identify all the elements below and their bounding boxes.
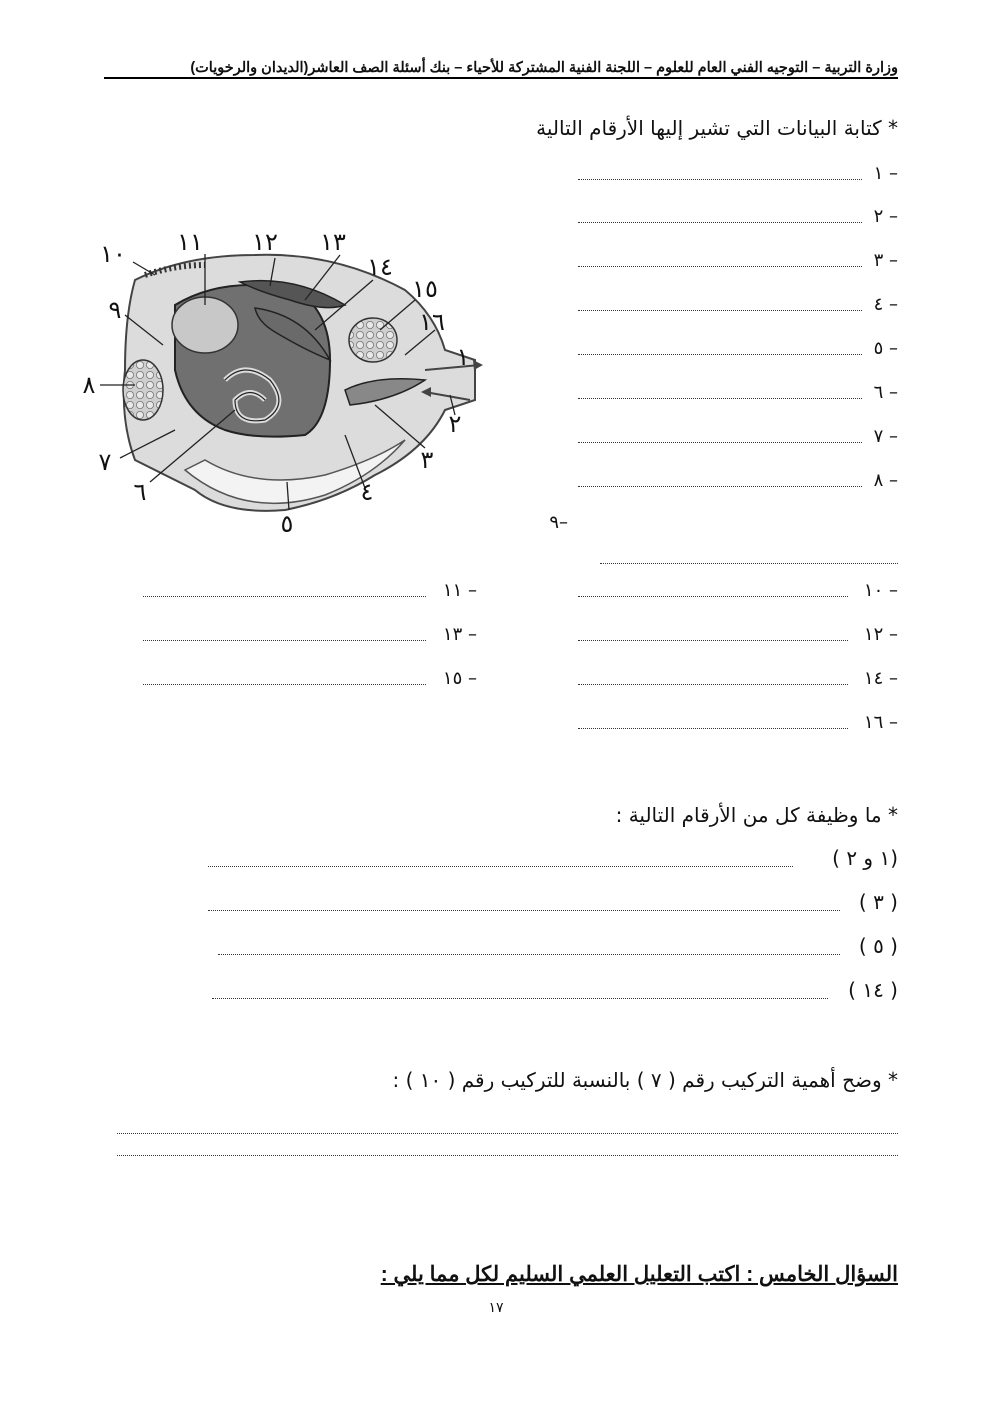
diagram-label-10: ١٠ [100, 240, 126, 268]
function-item-answer-line-2[interactable] [218, 954, 840, 955]
item-2-number: ٢ – [873, 206, 898, 227]
function-item-label-3: ( ١٤ ) [848, 978, 898, 1002]
diagram-label-9: ٩ [108, 296, 122, 324]
page-number: ١٧ [488, 1300, 504, 1316]
item-5-number: ٥ – [873, 338, 898, 359]
diagram-label-2: ٢ [448, 410, 462, 438]
diagram-label-15: ١٥ [412, 275, 438, 303]
importance-answer-line-2[interactable] [117, 1155, 898, 1156]
pair-right-answer-line-3[interactable] [578, 728, 848, 729]
item-1-number: ١ – [873, 163, 898, 184]
function-item-answer-line-3[interactable] [212, 998, 828, 999]
diagram-label-11: ١١ [177, 228, 203, 256]
item-3-answer-line[interactable] [578, 266, 862, 267]
item-6-number: ٦ – [873, 382, 898, 403]
diagram-label-6: ٦ [133, 478, 147, 506]
item-9-answer-line[interactable] [600, 563, 898, 564]
mussel-anatomy-diagram [75, 220, 505, 540]
pair-left-answer-line-2[interactable] [143, 684, 426, 685]
item-2-answer-line[interactable] [578, 222, 862, 223]
posterior-adductor [349, 318, 397, 362]
function-item-answer-line-0[interactable] [208, 866, 793, 867]
function-item-label-1: ( ٣ ) [858, 890, 898, 914]
item-9-number: ٩– [549, 512, 568, 533]
item-7-answer-line[interactable] [578, 442, 862, 443]
diagram-label-1: ١ [456, 343, 470, 371]
pair-right-answer-line-1[interactable] [578, 640, 848, 641]
item-1-answer-line[interactable] [578, 179, 862, 180]
function-item-label-0: (١ و ٢ ) [832, 846, 898, 870]
importance-question-title: * وضح أهمية التركيب رقم ( ٧ ) بالنسبة للتركيب رقم ( ١٠ ) : [392, 1068, 898, 1092]
pair-left-number-2: ١٥ – [442, 668, 477, 689]
diagram-label-7: ٧ [98, 448, 112, 476]
item-4-answer-line[interactable] [578, 310, 862, 311]
pair-right-number-1: ١٢ – [863, 624, 898, 645]
item-3-number: ٣ – [873, 250, 898, 271]
diagram-label-5: ٥ [280, 510, 294, 538]
pair-left-answer-line-0[interactable] [143, 596, 426, 597]
pair-right-number-2: ١٤ – [863, 668, 898, 689]
page-header: وزارة التربية – التوجيه الفني العام للعلوم – اللجنة الفنية المشتركة للأحياء – بنك أسئلة الصف العاشر(الديدان والرخويات) [104, 60, 898, 79]
section-5-title: السؤال الخامس : اكتب التعليل العلمي السليم لكل مما يلي : [380, 1263, 898, 1286]
item-8-answer-line[interactable] [578, 486, 862, 487]
diagram-label-14: ١٤ [367, 253, 393, 281]
diagram-label-3: ٣ [420, 446, 434, 474]
diagram-label-13: ١٣ [320, 228, 346, 256]
item-6-answer-line[interactable] [578, 398, 862, 399]
labels-question-title: * كتابة البيانات التي تشير إليها الأرقام التالية [536, 116, 898, 140]
pair-right-number-0: ١٠ – [863, 580, 898, 601]
pair-right-number-3: ١٦ – [863, 712, 898, 733]
importance-answer-line-1[interactable] [117, 1133, 898, 1134]
pair-left-answer-line-1[interactable] [143, 640, 426, 641]
diagram-label-4: ٤ [360, 478, 374, 506]
pair-right-answer-line-0[interactable] [578, 596, 848, 597]
function-item-label-2: ( ٥ ) [858, 934, 898, 958]
item-8-number: ٨ – [873, 470, 898, 491]
stomach-shape [172, 297, 238, 353]
anterior-adductor [123, 360, 163, 420]
diagram-label-8: ٨ [82, 371, 96, 399]
pair-right-answer-line-2[interactable] [578, 684, 848, 685]
pair-left-number-0: ١١ – [442, 580, 477, 601]
item-4-number: ٤ – [873, 294, 898, 315]
item-7-number: ٧ – [873, 426, 898, 447]
diagram-label-12: ١٢ [252, 228, 278, 256]
function-item-answer-line-1[interactable] [208, 910, 840, 911]
function-question-title: * ما وظيفة كل من الأرقام التالية : [615, 803, 898, 827]
item-5-answer-line[interactable] [578, 354, 862, 355]
diagram-label-16: ١٦ [419, 308, 445, 336]
pair-left-number-1: ١٣ – [442, 624, 477, 645]
